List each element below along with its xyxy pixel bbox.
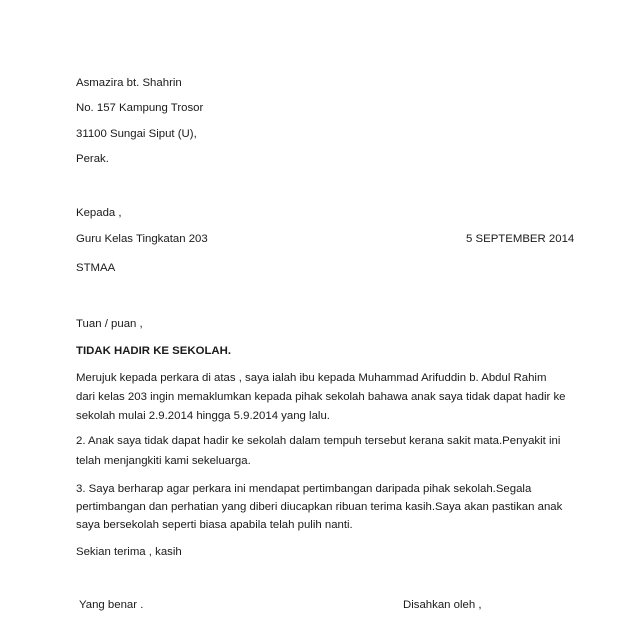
sender-address-line-3: Perak. <box>76 153 109 165</box>
signature-right: Disahkan oleh , <box>403 599 482 611</box>
sender-name: Asmazira bt. Shahrin <box>76 77 182 89</box>
paragraph-2-line: 2. Anak saya tidak dapat hadir ke sekolah dalam tempuh tersebut kerana sakit mata.Penyakit ini <box>76 435 561 447</box>
paragraph-3-line: saya bersekolah seperti biasa apabila telah pulih nanti. <box>76 519 353 531</box>
letter-subject: TIDAK HADIR KE SEKOLAH. <box>76 345 232 357</box>
closing-line: Sekian terima , kasih <box>76 546 182 558</box>
greeting: Tuan / puan , <box>76 318 143 330</box>
paragraph-3-line: 3. Saya berharap agar perkara ini mendapat pertimbangan daripada pihak sekolah.Segala <box>76 483 532 495</box>
sender-address-line-1: No. 157 Kampung Trosor <box>76 102 204 114</box>
signature-left: Yang benar . <box>79 599 144 611</box>
recipient-line-2: STMAA <box>76 262 116 274</box>
recipient-line-1: Guru Kelas Tingkatan 203 <box>76 233 208 245</box>
paragraph-3-line: pertimbangan dan perhatian yang diberi diucapkan ribuan terima kasih.Saya akan pastikan anak <box>76 501 563 513</box>
paragraph-1-line: sekolah mulai 2.9.2014 hingga 5.9.2014 yang lalu. <box>76 410 330 422</box>
paragraph-1-line: dari kelas 203 ingin memaklumkan kepada pihak sekolah bahawa anak saya tidak dapat hadir ke <box>76 391 566 403</box>
paragraph-1-line: Merujuk kepada perkara di atas , saya ialah ibu kepada Muhammad Arifuddin b. Abdul Rahim <box>76 372 547 384</box>
letter-date: 5 SEPTEMBER 2014 <box>466 233 575 245</box>
paragraph-2-line: telah menjangkiti kami sekeluarga. <box>76 455 251 467</box>
recipient-salutation: Kepada , <box>76 207 122 219</box>
sender-address-line-2: 31100 Sungai Siput (U), <box>76 128 197 140</box>
